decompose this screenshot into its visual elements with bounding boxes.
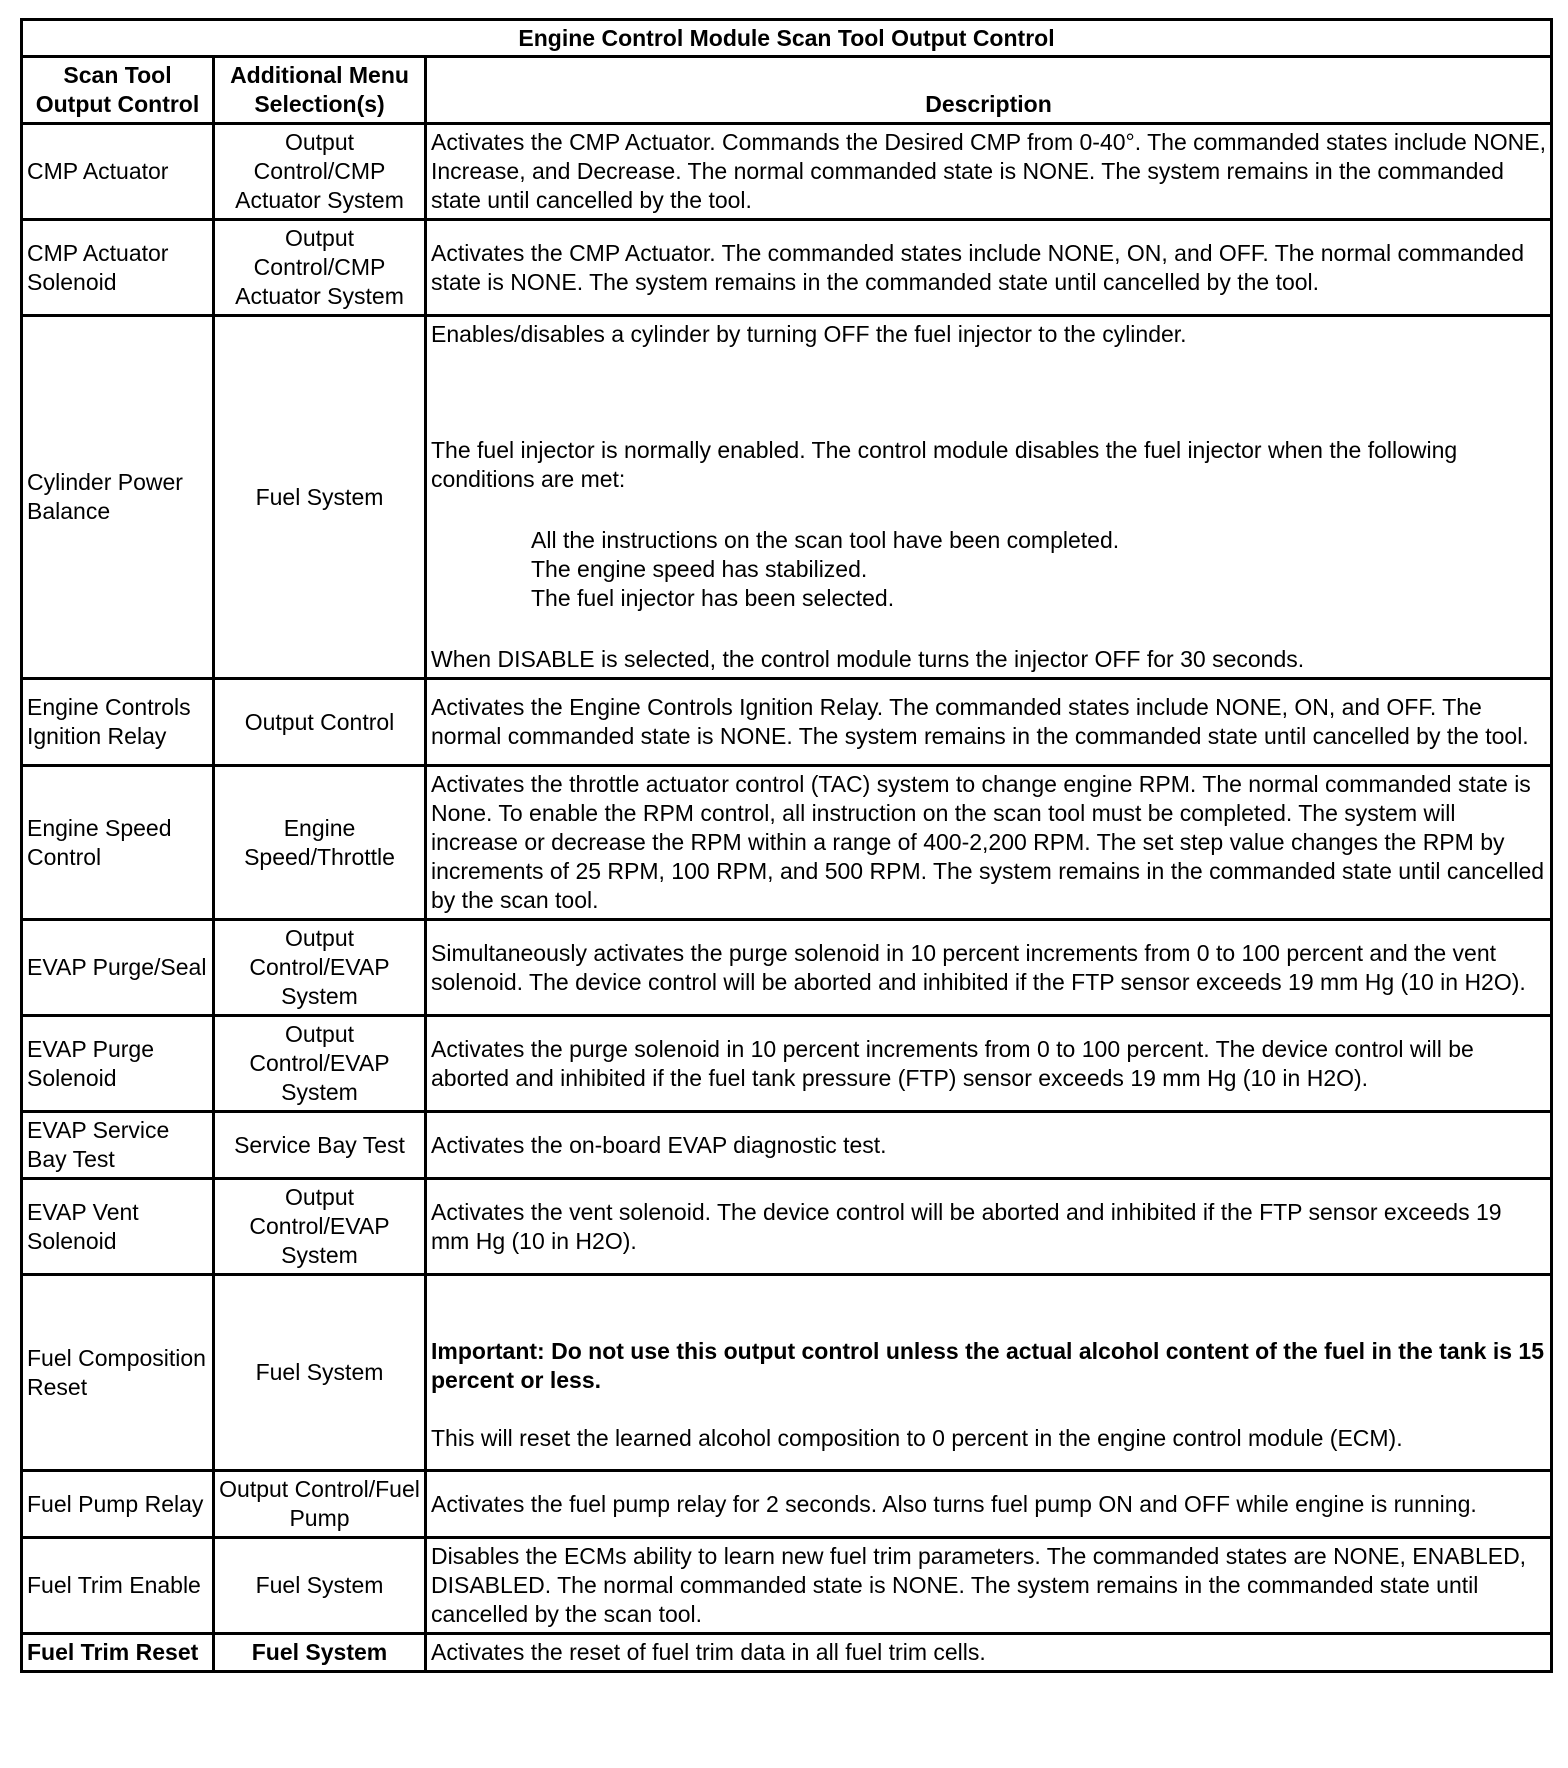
- cell-description: Activates the CMP Actuator. The commanded states include NONE, ON, and OFF. The normal commanded state is NONE. The system remains in the commanded state until cancelled by the tool.: [426, 220, 1552, 316]
- output-control-table: [20, 18, 1553, 1673]
- cell-menu: Output Control/Fuel Pump: [214, 1471, 426, 1538]
- table-row: [22, 316, 1552, 679]
- cell-menu: Fuel System: [214, 316, 426, 679]
- cell-control: Engine Controls Ignition Relay: [22, 679, 214, 766]
- cell-description: Activates the on-board EVAP diagnostic test.: [426, 1112, 1552, 1179]
- spacer: [431, 1395, 1546, 1424]
- table-row: [22, 220, 1552, 316]
- cell-control: Fuel Composition Reset: [22, 1275, 214, 1471]
- cell-description: Activates the Engine Controls Ignition Relay. The commanded states include NONE, ON, and OFF. The normal commanded state is NONE. The system remains in the commanded state until cancelled by the tool.: [426, 679, 1552, 766]
- cell-menu: Engine Speed/Throttle: [214, 766, 426, 920]
- cell-menu: Output Control/CMP Actuator System: [214, 124, 426, 220]
- table-row: [22, 124, 1552, 220]
- cell-menu: Output Control/EVAP System: [214, 920, 426, 1016]
- cell-menu: Output Control/EVAP System: [214, 1016, 426, 1112]
- table-row: [22, 766, 1552, 920]
- description-end: This will reset the learned alcohol composition to 0 percent in the engine control module (ECM).: [431, 1424, 1403, 1451]
- cell-control: EVAP Purge/Seal: [22, 920, 214, 1016]
- cell-menu: Output Control/EVAP System: [214, 1179, 426, 1275]
- table-header-row: [22, 57, 1552, 124]
- condition-item: The engine speed has stabilized.: [531, 556, 868, 582]
- table-row: [22, 1016, 1552, 1112]
- table-title: Engine Control Module Scan Tool Output Control: [22, 20, 1552, 57]
- description-conditions-intro: The fuel injector is normally enabled. The control module disables the fuel injector when the following conditions are met:: [431, 437, 1458, 492]
- cell-control: EVAP Service Bay Test: [22, 1112, 214, 1179]
- header-scan-tool-output-control: Scan Tool Output Control: [22, 57, 214, 124]
- table-row: [22, 1112, 1552, 1179]
- cell-description: [426, 1275, 1552, 1471]
- cell-menu: Fuel System: [214, 1634, 426, 1672]
- table-row: [22, 1634, 1552, 1672]
- cell-description: Activates the fuel pump relay for 2 seconds. Also turns fuel pump ON and OFF while engine is running.: [426, 1471, 1552, 1538]
- cell-menu: Service Bay Test: [214, 1112, 426, 1179]
- table-row: [22, 1471, 1552, 1538]
- cell-menu: Output Control/CMP Actuator System: [214, 220, 426, 316]
- cell-control: Fuel Trim Reset: [22, 1634, 214, 1672]
- table-title-row: [22, 20, 1552, 57]
- cell-control: Fuel Pump Relay: [22, 1471, 214, 1538]
- cell-description: Activates the throttle actuator control (TAC) system to change engine RPM. The normal commanded state is None. To enable the RPM control, all instruction on the scan tool must be completed. The system will increase or decrease the RPM within a range of 400-2,200 RPM. The set step value changes the RPM by increments of 25 RPM, 100 RPM, and 500 RPM. The system remains in the commanded state until cancelled by the scan tool.: [426, 766, 1552, 920]
- table-row: [22, 920, 1552, 1016]
- cell-description: Activates the vent solenoid. The device control will be aborted and inhibited if the FTP sensor exceeds 19 mm Hg (10 in H2O).: [426, 1179, 1552, 1275]
- cell-description: Activates the CMP Actuator. Commands the Desired CMP from 0-40°. The commanded states include NONE, Increase, and Decrease. The normal commanded state is NONE. The system remains in the commanded state until cancelled by the tool.: [426, 124, 1552, 220]
- cell-description: Activates the reset of fuel trim data in all fuel trim cells.: [426, 1634, 1552, 1672]
- cell-description: Simultaneously activates the purge solenoid in 10 percent increments from 0 to 100 percent and the vent solenoid. The device control will be aborted and inhibited if the FTP sensor exceeds 19 mm Hg (10 in H2O).: [426, 920, 1552, 1016]
- cell-menu: Fuel System: [214, 1538, 426, 1634]
- cell-control: Fuel Trim Enable: [22, 1538, 214, 1634]
- table-row: [22, 1275, 1552, 1471]
- cell-control: Engine Speed Control: [22, 766, 214, 920]
- cell-description: Activates the purge solenoid in 10 percent increments from 0 to 100 percent. The device control will be aborted and inhibited if the fuel tank pressure (FTP) sensor exceeds 19 mm Hg (10 in H2O).: [426, 1016, 1552, 1112]
- spacer: [431, 613, 1546, 645]
- description-end: When DISABLE is selected, the control module turns the injector OFF for 30 seconds.: [431, 646, 1305, 672]
- description-intro: Enables/disables a cylinder by turning OFF the fuel injector to the cylinder.: [431, 321, 1187, 347]
- output-control-table-container: [20, 18, 1550, 1673]
- spacer: [431, 1293, 1546, 1337]
- cell-description: Disables the ECMs ability to learn new fuel trim parameters. The commanded states are NONE, ENABLED, DISABLED. The normal commanded state is NONE. The system remains in the commanded state until cancelled by the scan tool.: [426, 1538, 1552, 1634]
- cell-control: EVAP Vent Solenoid: [22, 1179, 214, 1275]
- cell-control: EVAP Purge Solenoid: [22, 1016, 214, 1112]
- table-row: [22, 1179, 1552, 1275]
- header-additional-menu-selections: Additional Menu Selection(s): [214, 57, 426, 124]
- spacer: [431, 349, 1546, 436]
- spacer: [431, 494, 1546, 526]
- cell-control: Cylinder Power Balance: [22, 316, 214, 679]
- condition-item: The fuel injector has been selected.: [531, 585, 895, 611]
- cell-menu: Output Control: [214, 679, 426, 766]
- cell-control: CMP Actuator: [22, 124, 214, 220]
- table-row: [22, 1538, 1552, 1634]
- cell-control: CMP Actuator Solenoid: [22, 220, 214, 316]
- condition-item: All the instructions on the scan tool have been completed.: [531, 527, 1120, 553]
- cell-menu: Fuel System: [214, 1275, 426, 1471]
- important-note: Important: Do not use this output control unless the actual alcohol content of the fuel in the tank is 15 percent or less.: [431, 1337, 1545, 1393]
- table-row: [22, 679, 1552, 766]
- header-description: Description: [426, 57, 1552, 124]
- cell-description: [426, 316, 1552, 679]
